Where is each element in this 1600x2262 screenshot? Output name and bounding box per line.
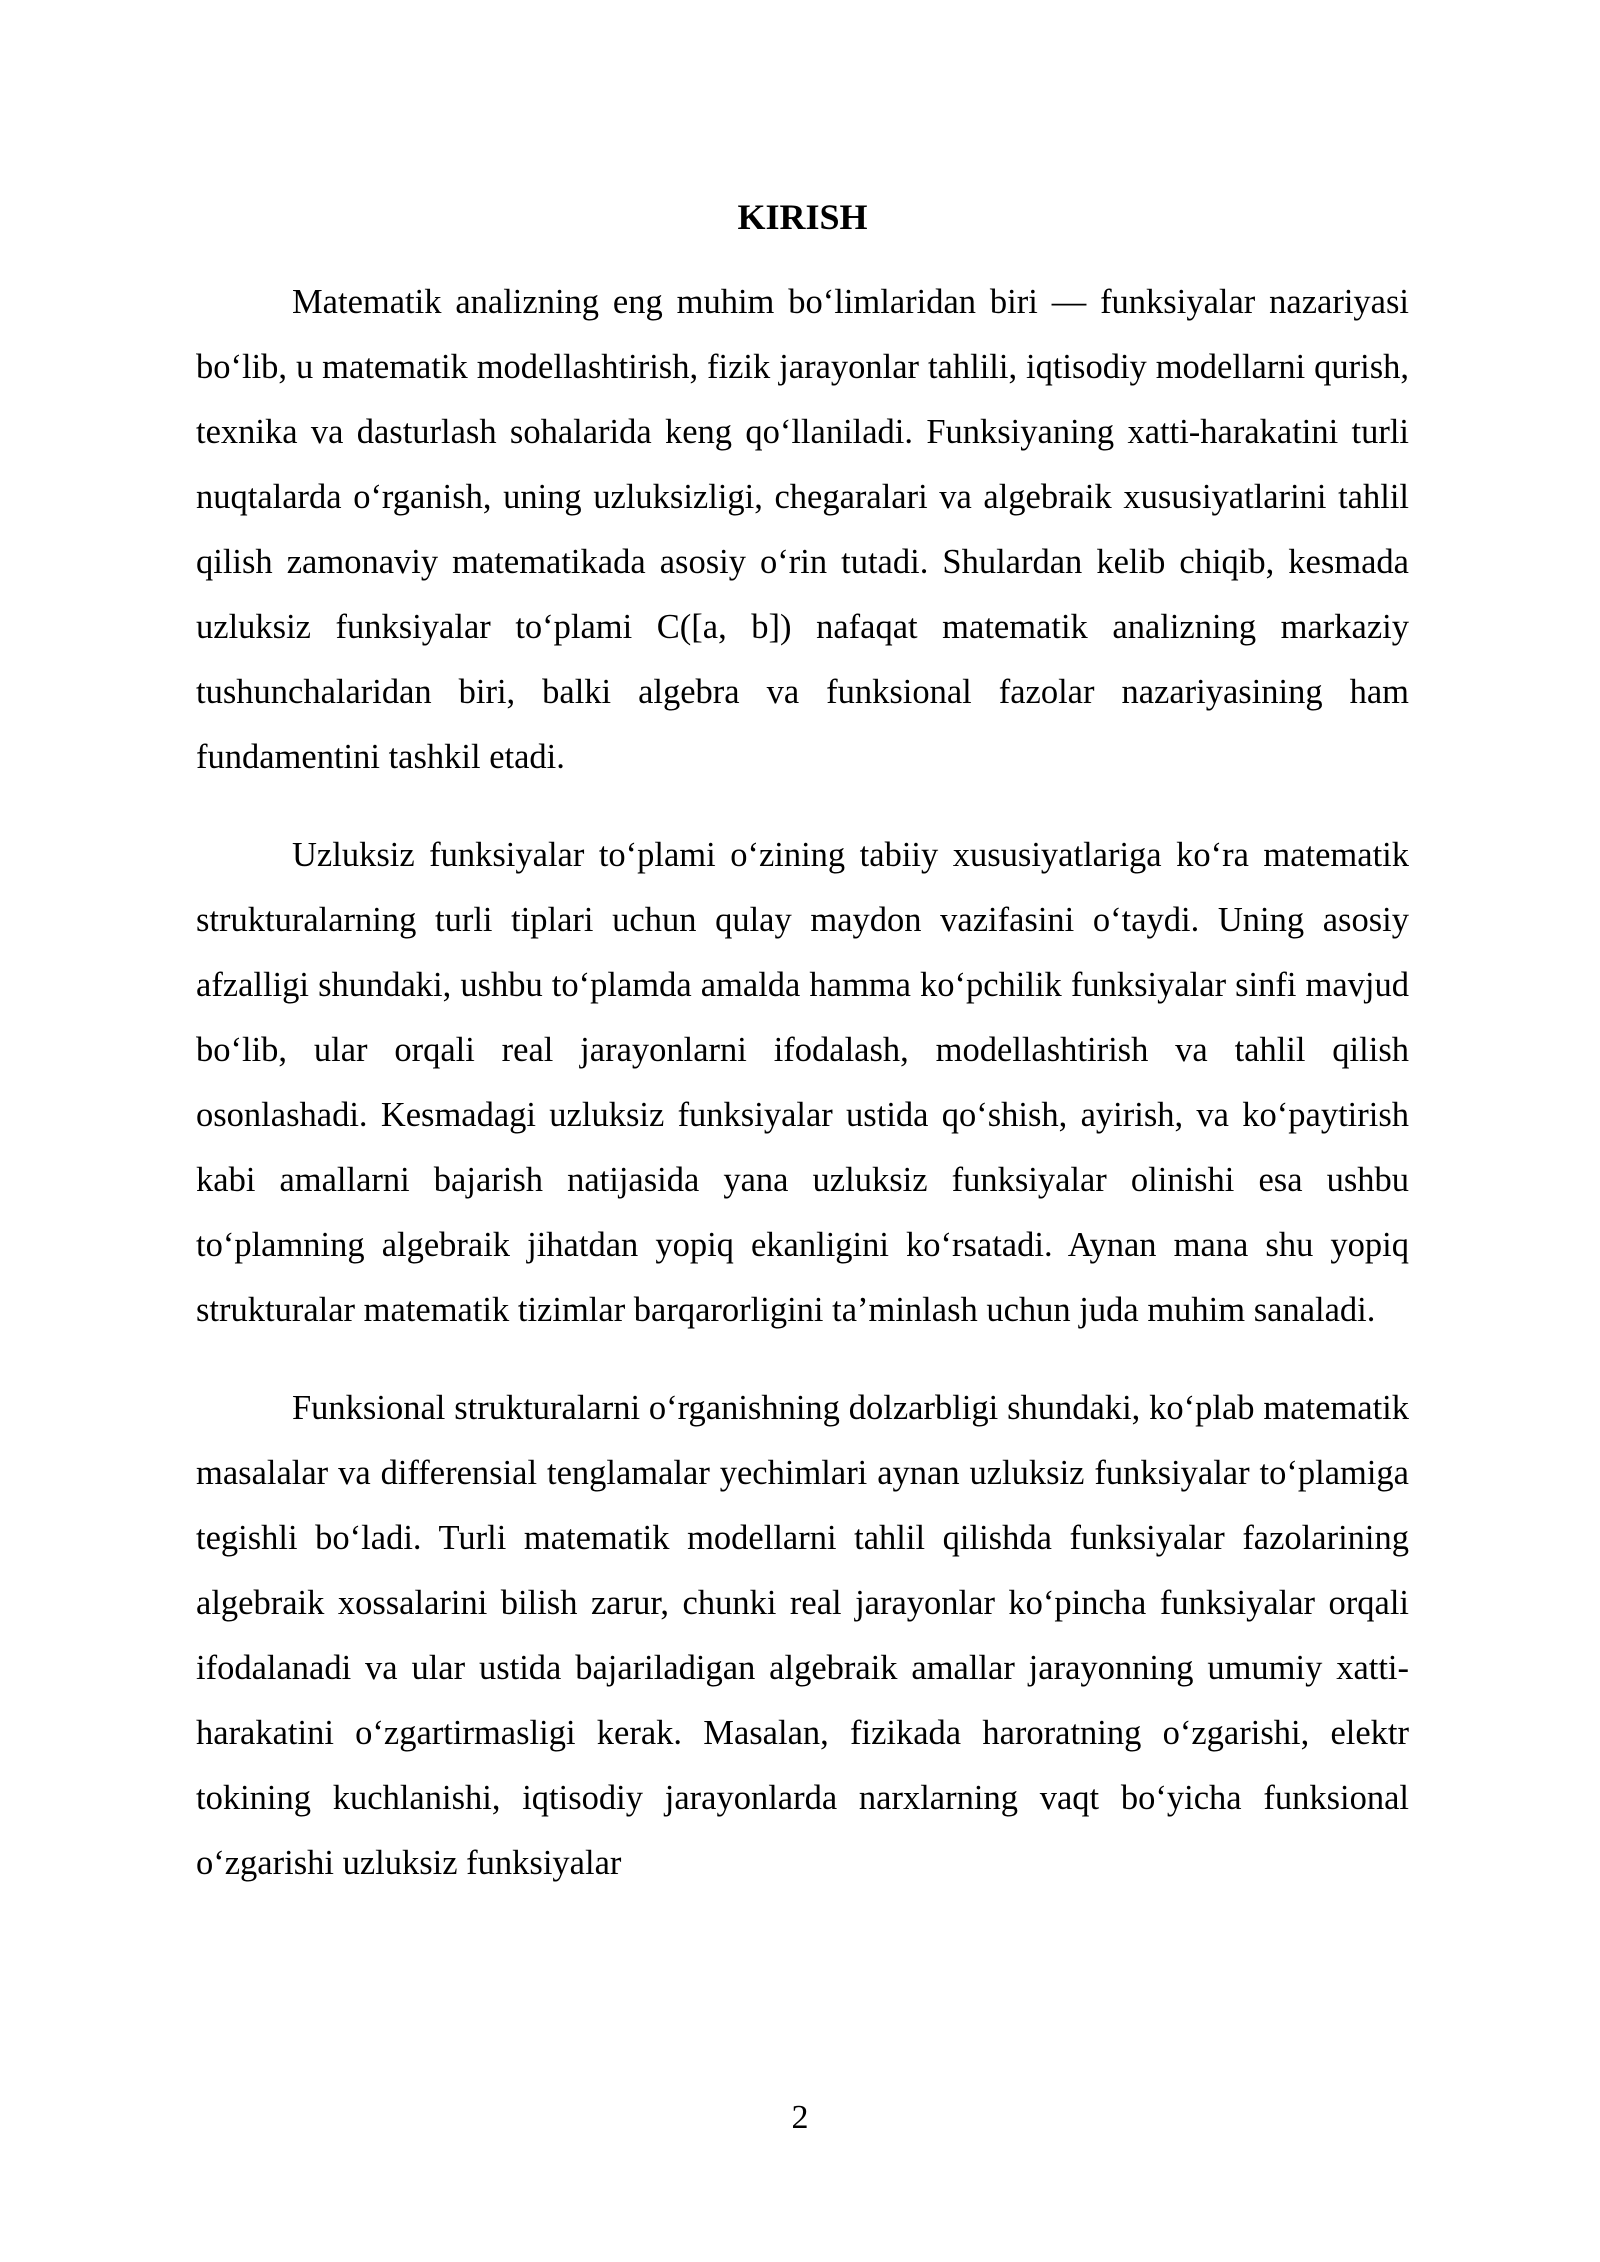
section-heading: KIRISH [737, 197, 868, 237]
paragraph-2: Uzluksiz funksiyalar to‘plami o‘zining tabiiy xususiyatlariga ko‘ra matematik strukturalarning turli tiplari uchun qulay maydon vazifasini o‘taydi. Uning asosiy afzalligi shundaki, ushbu to‘plamda amalda hamma ko‘pchilik funksiyalar sinfi mavjud bo‘lib, ular orqali real jarayonlarni ifodalash, modellashtirish va tahlil qilish osonlashadi. Kesmadagi uzluksiz funksiyalar ustida qo‘shish, ayirish, va ko‘paytirish kabi amallarni bajarish natijasida yana uzluksiz funksiyalar olinishi esa ushbu to‘plamning algebraik jihatdan yopiq ekanligini ko‘rsatadi. Aynan mana shu yopiq strukturalar matematik tizimlar barqarorligini ta’minlash uchun juda muhim sanaladi. [196, 836, 1409, 1329]
paragraph-1: Matematik analizning eng muhim bo‘limlaridan biri — funksiyalar nazariyasi bo‘lib, u matematik modellashtirish, fizik jarayonlar tahlili, iqtisodiy modellarni qurish, texnika va dasturlash sohalarida keng qo‘llaniladi. Funksiyaning xatti-harakatini turli nuqtalarda o‘rganish, uning uzluksizligi, chegaralari va algebraik xususiyatlarini tahlil qilish zamonaviy matematikada asosiy o‘rin tutadi. Shulardan kelib chiqib, kesmada uzluksiz funksiyalar to‘plami C([a, b]) nafaqat matematik analizning markaziy tushunchalaridan biri, balki algebra va funksional fazolar nazariyasining ham fundamentini tashkil etadi. [196, 283, 1409, 776]
page-number: 2 [791, 2099, 809, 2136]
paragraph-3: Funksional strukturalarni o‘rganishning dolzarbligi shundaki, ko‘plab matematik masalalar va differensial tenglamalar yechimlari aynan uzluksiz funksiyalar to‘plamiga tegishli bo‘ladi. Turli matematik modellarni tahlil qilishda funksiyalar fazolarining algebraik xossalarini bilish zarur, chunki real jarayonlar ko‘pincha funksiyalar orqali ifodalanadi va ular ustida bajariladigan algebraik amallar jarayonning umumiy xatti-harakatini o‘zgartirmasligi kerak. Masalan, fizikada haroratning o‘zgarishi, elektr tokining kuchlanishi, iqtisodiy jarayonlarda narxlarning vaqt bo‘yicha funksional o‘zgarishi uzluksiz funksiyalar [196, 1389, 1409, 1882]
page-content [196, 196, 1409, 1896]
